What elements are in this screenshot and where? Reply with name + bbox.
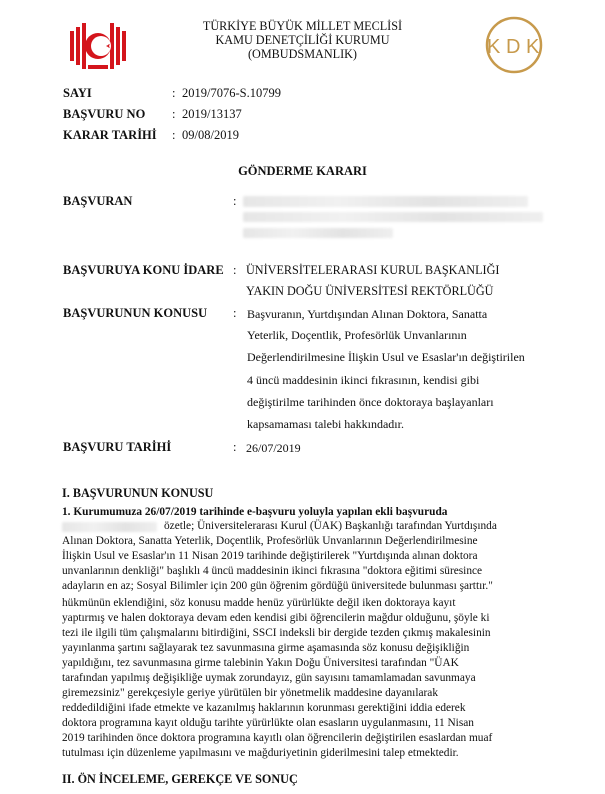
meta-value-sayi: 2019/7076-S.10799 [182,86,281,100]
section-2-title: II. ÖN İNCELEME, GEREKÇE VE SONUÇ [62,772,298,786]
paragraph-line: unvanlarının denkliği" başlıklı 4 üncü maddesinin ikinci fıkrasına "doktora eğitimi süresince [62,565,483,577]
svg-text:K: K [487,36,501,58]
admin-label: BAŞVURUYA KONU İDARE [63,263,224,277]
redacted-applicant-name [243,196,528,207]
header-line-1: TÜRKİYE BÜYÜK MİLLET MECLİSİ [202,19,403,33]
meta-colon: : [172,86,176,100]
meta-label-sayi: SAYI [63,86,92,100]
application-date-label: BAŞVURU TARİHİ [63,440,172,454]
subject-label: BAŞVURUNUN KONUSU [63,306,208,320]
field-colon: : [233,306,237,320]
subject-line: kapsamaması talebi hakkındadır. [247,417,404,431]
paragraph-line: tutulması için düzenleme yapılmasını ve mağduriyetinin giderilmesini talep etmektedir. [62,747,459,759]
application-date-value: 26/07/2019 [246,441,301,455]
tbmm-emblem-logo [66,13,130,77]
redacted-applicant-name [62,522,157,532]
redacted-applicant-address [243,228,393,238]
header-line-3: (OMBUDSMANLIK) [247,47,357,61]
paragraph-line: adayların en az; Sosyal Bilimler için 200 gün öğrenim gördüğü üniversitede bulunması şarttır." [62,580,493,592]
paragraph-line: hükmünün eklendiğini, söz konusu madde henüz yürürlükte değil iken doktoraya kayıt [62,597,456,609]
field-colon: : [233,440,237,454]
paragraph-line: tezi ile ilgili tüm çalışmalarını bitirdiğini, SSCI indeksli bir dergide tezden çıkmış makalesinin [62,627,491,639]
paragraph-line: Alınan Doktora, Sanatta Yeterlik, Doçentlik, Profesörlük Unvanlarının Değerlendirilmesine [62,535,478,547]
meta-colon: : [172,128,176,142]
subject-line: Değerlendirilmesine İlişkin Usul ve Esaslar'ın değiştirilen [247,350,525,364]
meta-value-basvuru-no: 2019/13137 [182,107,242,121]
paragraph-line: yayınlanma şartını sağlayarak tez savunmasına girme aşamasında söz konusu değişikliğin [62,642,470,654]
paragraph-line: İlişkin Usul ve Esaslar'ın 11 Nisan 2019 tarihinde değiştirilerek "Yurtdışında alınan doktora [62,550,478,562]
paragraph-line: doktora programına kayıt olduğu tarihte yürürlükte olan esasların uygulanmasını, 11 Nisan [62,717,474,729]
paragraph-line: giremezsiniz" gerekçesiyle geriye yürütülen bir yönetmelik maddesine dayanılarak [62,687,438,699]
applicant-label: BAŞVURAN [63,194,133,208]
subject-line: Başvuranın, Yurtdışından Alınan Doktora, Sanatta [247,307,488,321]
field-colon: : [233,263,237,277]
meta-label-basvuru-no: BAŞVURU NO [63,107,146,121]
meta-label-karar-tarihi: KARAR TARİHİ [63,128,157,142]
header-line-2: KAMU DENETÇİLİĞİ KURUMU [215,33,390,47]
paragraph-line: 2019 tarihinden önce doktora programına kayıtlı olan öğrencilerin değiştirilen esaslardan muaf [62,732,493,744]
paragraph-line: tarafından yapılmış değişikliğe uymak zorundayız, gün sayısını tamamlamadan savunmaya [62,672,476,684]
paragraph-line: yapıldığını, tez savunmasına girme talebinin Yakın Doğu Üniversitesi tarafından "ÜAK [62,657,459,669]
paragraph-line: 1. Kurumumuza 26/07/2019 tarihinde e-başvuru yoluyla yapılan ekli başvuruda [62,506,448,518]
kdk-logo [475,13,553,77]
section-1-title: I. BAŞVURUNUN KONUSU [62,486,214,500]
subject-line: değiştirilme tarihinden önce doktoraya başlayanları [247,395,494,409]
subject-line: 4 üncü maddesinin ikinci fıkrasının, kendisi gibi [247,373,480,387]
paragraph-line: özetle; Üniversitelerarası Kurul (ÜAK) Başkanlığı tarafından Yurtdışında [164,520,497,532]
admin-value-1: ÜNİVERSİTELERARASI KURUL BAŞKANLIĞI [246,263,500,277]
paragraph-line: yaptırmış ve halen doktoraya devam eden kendisi gibi öğrencilerin mağdur olduğunu, şöyle ki [62,612,490,624]
document-title: GÖNDERME KARARI [238,164,367,178]
svg-text:K: K [526,36,540,58]
field-colon: : [233,194,237,208]
redacted-applicant-address [243,212,543,222]
paragraph-line: reddedildiğini ifade etmekte ve kazanılmış haklarının korunması gerektiğini iddia ederek [62,702,466,714]
svg-text:D: D [506,36,521,58]
admin-value-2: YAKIN DOĞU ÜNİVERSİTESİ REKTÖRLÜĞÜ [246,284,494,298]
subject-line: Yeterlik, Doçentlik, Profesörlük Unvanlarının [247,328,467,342]
meta-value-karar-tarihi: 09/08/2019 [182,128,239,142]
meta-colon: : [172,107,176,121]
